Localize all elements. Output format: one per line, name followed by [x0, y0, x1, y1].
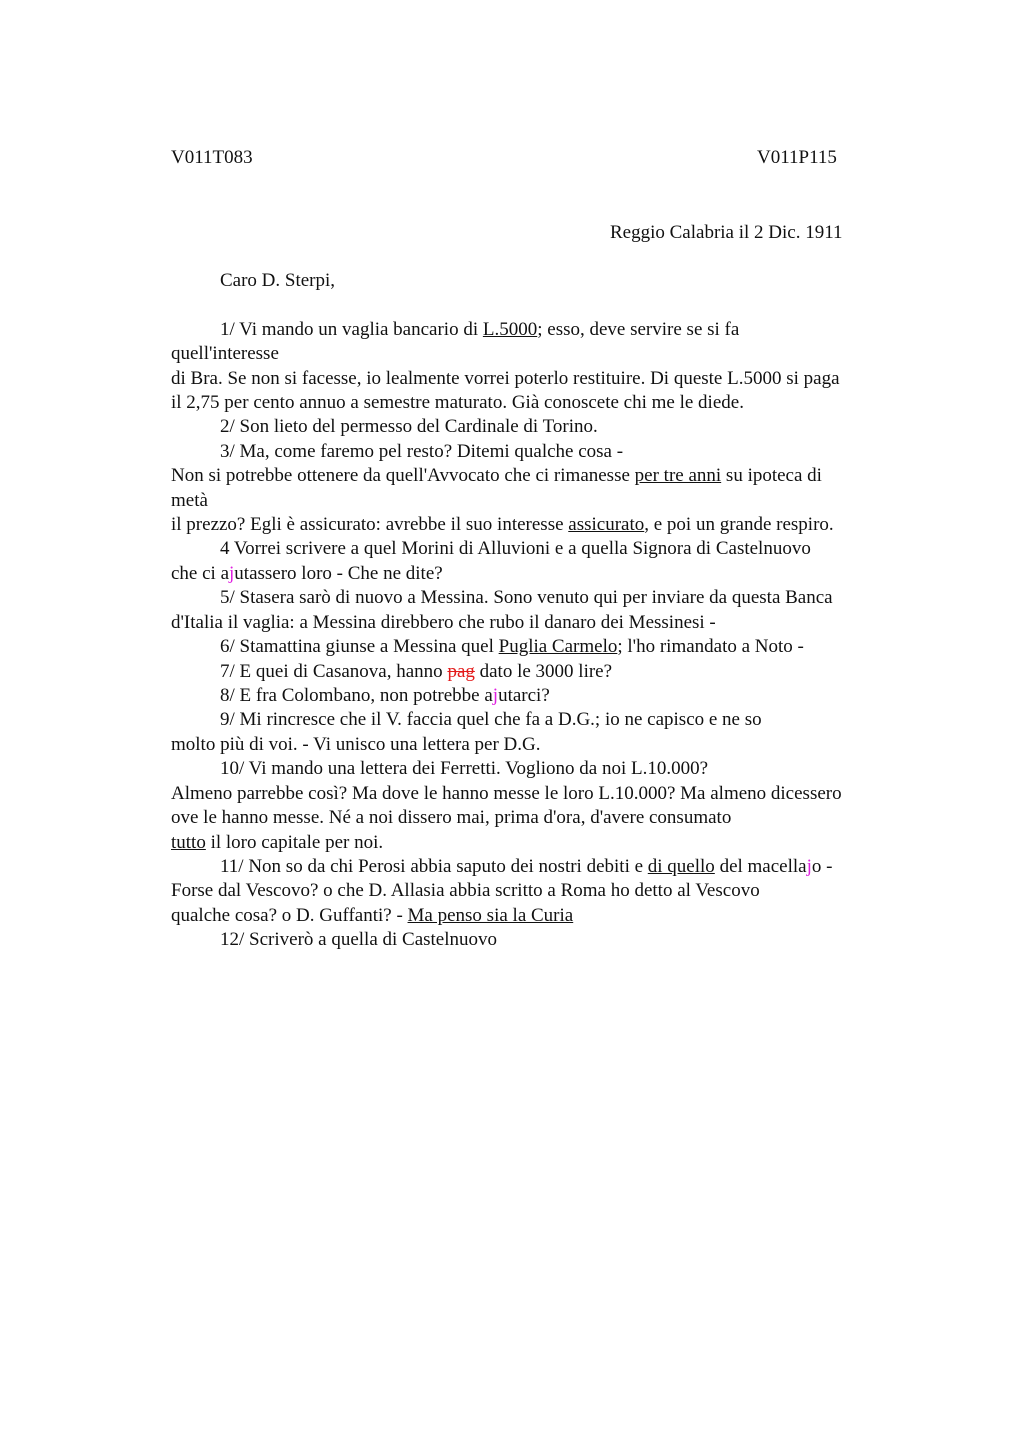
text-line: metà	[171, 490, 208, 511]
text-line: 3/ Ma, come faremo pel resto? Ditemi qualche cosa -	[220, 441, 624, 462]
text-line	[171, 513, 834, 537]
text-line: 4 Vorrei scrivere a quel Morini di Alluvioni e a quella Signora di Castelnuovo	[220, 538, 811, 559]
text-span: 6/ Stamattina giunse a Messina quel	[220, 636, 499, 657]
text-line: 9/ Mi rincresce che il V. faccia quel che fa a D.G.; io ne capisco e ne so	[220, 709, 762, 730]
text-line: d'Italia il vaglia: a Messina direbbero che rubo il danaro dei Messinesi -	[171, 612, 716, 633]
text-line: Almeno parrebbe così? Ma dove le hanno messe le loro L.10.000? Ma almeno dicessero	[171, 783, 842, 804]
text-line	[171, 904, 573, 928]
underlined-text: per tre anni	[634, 465, 722, 486]
underlined-text: tutto	[171, 832, 206, 853]
text-span: , e poi un grande respiro.	[644, 514, 834, 535]
struck-text: pag	[447, 661, 475, 682]
text-line: Forse dal Vescovo? o che D. Allasia abbia scritto a Roma ho detto al Vescovo	[171, 880, 760, 901]
text-span: ; esso, deve servire se si fa	[537, 319, 740, 340]
text-span: o -	[811, 856, 833, 877]
document-code-left: V011T083	[171, 147, 253, 168]
correction-letter: j	[229, 563, 235, 584]
text-span: Non si potrebbe ottenere da quell'Avvocato che ci rimanesse	[171, 465, 635, 486]
underlined-text: Puglia Carmelo	[498, 636, 618, 657]
text-span: 1/ Vi mando un vaglia bancario di	[220, 319, 483, 340]
text-span: qualche cosa? o D. Guffanti? -	[171, 905, 408, 926]
text-line	[171, 464, 822, 488]
text-span: che ci a	[171, 563, 230, 584]
correction-letter: j	[806, 856, 812, 877]
underlined-text: L.5000	[482, 319, 538, 340]
text-span: utassero loro - Che ne dite?	[234, 563, 443, 584]
text-line	[220, 684, 550, 708]
text-line	[220, 318, 739, 342]
text-span: ; l'ho rimandato a Noto -	[617, 636, 804, 657]
text-span: il prezzo? Egli è assicurato: avrebbe il suo interesse	[171, 514, 569, 535]
text-line: molto più di voi. - Vi unisco una lettera per D.G.	[171, 734, 541, 755]
text-span: del macella	[714, 856, 807, 877]
letter-date: Reggio Calabria il 2 Dic. 1911	[610, 222, 843, 243]
text-line: 5/ Stasera sarò di nuovo a Messina. Sono venuto qui per inviare da questa Banca	[220, 587, 833, 608]
text-line: ove le hanno messe. Né a noi dissero mai, prima d'ora, d'avere consumato	[171, 807, 732, 828]
text-line: 10/ Vi mando una lettera dei Ferretti. Vogliono da noi L.10.000?	[220, 758, 709, 779]
underlined-text: assicurato	[568, 514, 645, 535]
text-line: di Bra. Se non si facesse, io lealmente vorrei poterlo restituire. Di queste L.5000 si paga	[171, 368, 840, 389]
underlined-text: Ma penso sia la Curia	[407, 905, 574, 926]
salutation: Caro D. Sterpi,	[220, 270, 336, 291]
text-line	[220, 855, 832, 879]
text-line	[171, 831, 383, 855]
text-line: quell'interesse	[171, 343, 279, 364]
correction-letter: j	[492, 685, 499, 706]
text-span: 7/ E quei di Casanova, hanno	[220, 661, 448, 682]
text-span: 8/ E fra Colombano, non potrebbe a	[220, 685, 493, 706]
text-line	[220, 635, 804, 659]
text-span: dato le 3000 lire?	[474, 661, 613, 682]
text-line: il 2,75 per cento annuo a semestre maturato. Già conoscete chi me le diede.	[171, 392, 744, 413]
text-line: 2/ Son lieto del permesso del Cardinale di Torino.	[220, 416, 598, 437]
text-line	[220, 660, 612, 684]
text-span: il loro capitale per noi.	[205, 832, 384, 853]
text-line	[171, 562, 443, 586]
text-line: 12/ Scriverò a quella di Castelnuovo	[220, 929, 498, 950]
document-code-right: V011P115	[757, 147, 837, 168]
text-span: utarci?	[498, 685, 550, 706]
text-span: su ipoteca di	[721, 465, 822, 486]
text-span: 11/ Non so da chi Perosi abbia saputo dei nostri debiti e	[220, 856, 648, 877]
underlined-text: di quello	[647, 856, 715, 877]
